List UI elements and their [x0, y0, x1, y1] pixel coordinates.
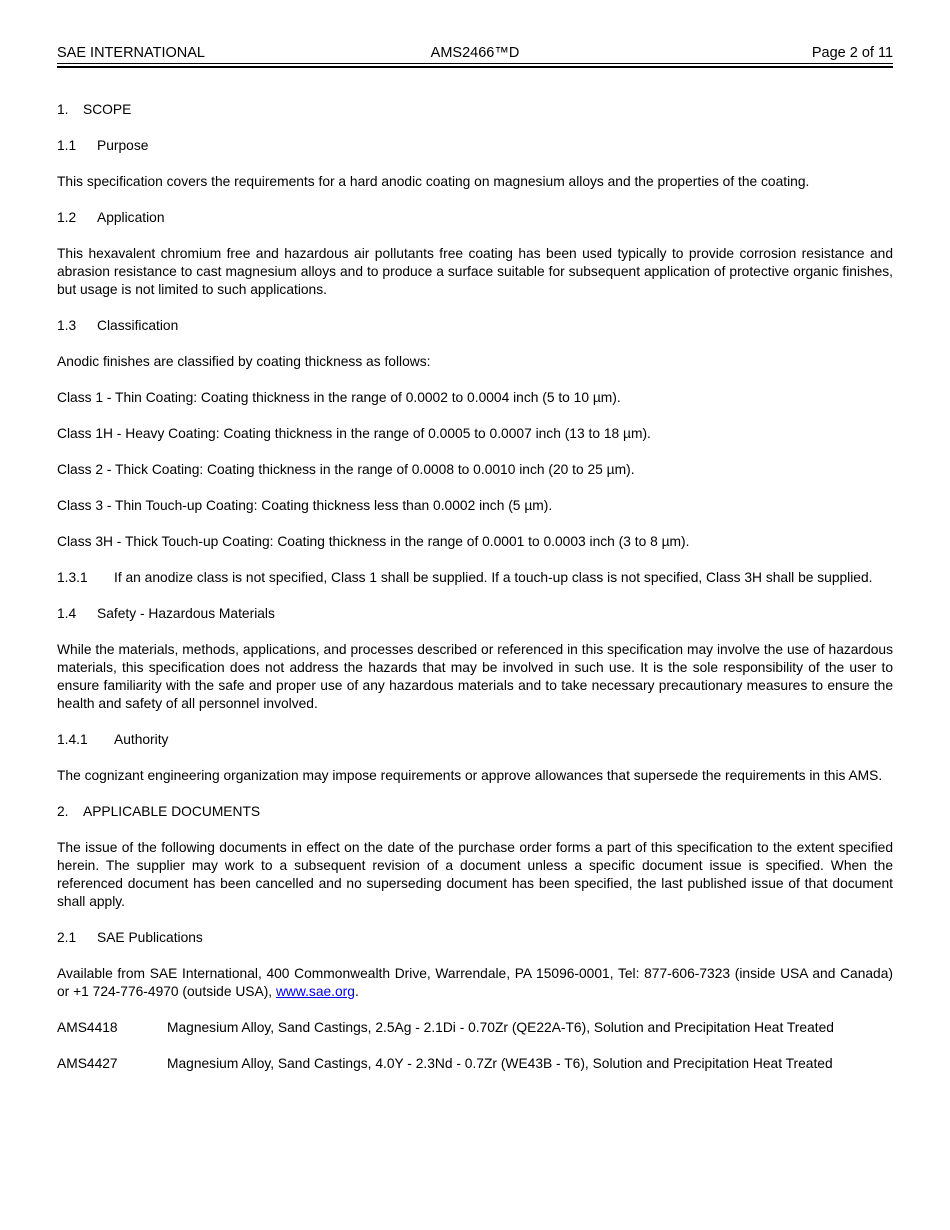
section-number: 2.1	[57, 930, 77, 945]
paragraph-safety: While the materials, methods, applications, and processes described or referenced in this specification may involve the use of hazardous materials, this specification does not address the hazards that may be involved in such use. It is the sole responsibility of the user to ensure familiarity with the safe and proper use of any hazardous materials and to take necessary precautionary measures to ensure the health and safety of all personnel involved.	[57, 642, 893, 711]
paragraph-authority: The cognizant engineering organization may impose requirements or approve allowances that supersede the requirements in this AMS.	[57, 768, 883, 783]
class-definition-3h: Class 3H - Thick Touch-up Coating: Coating thickness in the range of 0.0001 to 0.0003 inch (3 to 8 µm).	[57, 534, 690, 549]
section-authority-heading	[57, 731, 893, 749]
paragraph-sae-availability	[57, 965, 893, 1001]
paragraph-application: This hexavalent chromium free and hazardous air pollutants free coating has been used typically to provide corrosion resistance and abrasion resistance to cast magnesium alloys and to produce a surface suitable for subsequent application of protective organic finishes, but usage is not limited to such applications.	[57, 246, 893, 297]
reference-row-ams4427	[57, 1055, 893, 1073]
paragraph-purpose: This specification covers the requirements for a hard anodic coating on magnesium alloys and the properties of the coating.	[57, 174, 810, 189]
header-page-number: Page 2 of 11	[811, 45, 894, 61]
class-definition-2: Class 2 - Thick Coating: Coating thickness in the range of 0.0008 to 0.0010 inch (20 to 25 µm).	[57, 462, 635, 477]
section-title: Classification	[97, 318, 179, 333]
section-purpose-heading	[57, 137, 893, 155]
section-title: SCOPE	[83, 102, 132, 117]
header-document-number: AMS2466™D	[430, 45, 520, 61]
section-number: 1.4	[57, 606, 77, 621]
section-title: SAE Publications	[97, 930, 203, 945]
availability-period: .	[354, 984, 359, 999]
section-title: APPLICABLE DOCUMENTS	[83, 804, 261, 819]
section-default-class	[57, 569, 893, 587]
section-sae-publications-heading	[57, 929, 893, 947]
section-safety-heading	[57, 605, 893, 623]
section-number: 1.1	[57, 138, 77, 153]
section-title: Application	[97, 210, 165, 225]
sae-website-link[interactable]: www.sae.org	[275, 984, 355, 999]
reference-row-ams4418	[57, 1019, 893, 1037]
section-classification-heading	[57, 317, 893, 335]
page-header	[57, 46, 893, 64]
paragraph-classification-intro: Anodic finishes are classified by coating thickness as follows:	[57, 354, 431, 369]
reference-code: AMS4427	[57, 1056, 118, 1071]
header-rule	[57, 66, 893, 68]
section-applicable-documents-heading	[57, 803, 893, 821]
section-number: 1.3	[57, 318, 77, 333]
paragraph-applicable-documents: The issue of the following documents in effect on the date of the purchase order forms a part of this specification to the extent specified herein. The supplier may work to a subsequent revision of a document unless a specific document issue is specified. When the referenced document has been cancelled and no superseding document has been specified, the last published issue of that document shall apply.	[57, 840, 893, 909]
reference-code: AMS4418	[57, 1020, 118, 1035]
class-definition-1h: Class 1H - Heavy Coating: Coating thickness in the range of 0.0005 to 0.0007 inch (13 to 18 µm).	[57, 426, 651, 441]
section-application-heading	[57, 209, 893, 227]
reference-description: Magnesium Alloy, Sand Castings, 4.0Y - 2.3Nd - 0.7Zr (WE43B - T6), Solution and Precipitation Heat Treated	[167, 1056, 833, 1071]
class-definition-3: Class 3 - Thin Touch-up Coating: Coating thickness less than 0.0002 inch (5 µm).	[57, 498, 553, 513]
paragraph-default-class: If an anodize class is not specified, Class 1 shall be supplied. If a touch-up class is not specified, Class 3H shall be supplied.	[114, 570, 873, 585]
section-title: Authority	[114, 732, 169, 747]
section-title: Safety - Hazardous Materials	[97, 606, 275, 621]
section-number: 2.	[57, 804, 69, 819]
section-number: 1.	[57, 102, 69, 117]
section-scope-heading	[57, 101, 893, 119]
section-number: 1.4.1	[57, 732, 88, 747]
reference-description: Magnesium Alloy, Sand Castings, 2.5Ag - 2.1Di - 0.70Zr (QE22A-T6), Solution and Precipitation Heat Treated	[167, 1020, 834, 1035]
availability-text: Available from SAE International, 400 Commonwealth Drive, Warrendale, PA 15096-0001, Tel: 877-606-7323 (inside USA and Canada) or +1 724-776-4970 (outside USA),	[57, 966, 893, 999]
header-organization: SAE INTERNATIONAL	[57, 45, 205, 61]
section-title: Purpose	[97, 138, 149, 153]
class-definition-1: Class 1 - Thin Coating: Coating thickness in the range of 0.0002 to 0.0004 inch (5 to 10 µm).	[57, 390, 621, 405]
section-number: 1.3.1	[57, 570, 88, 585]
section-number: 1.2	[57, 210, 77, 225]
